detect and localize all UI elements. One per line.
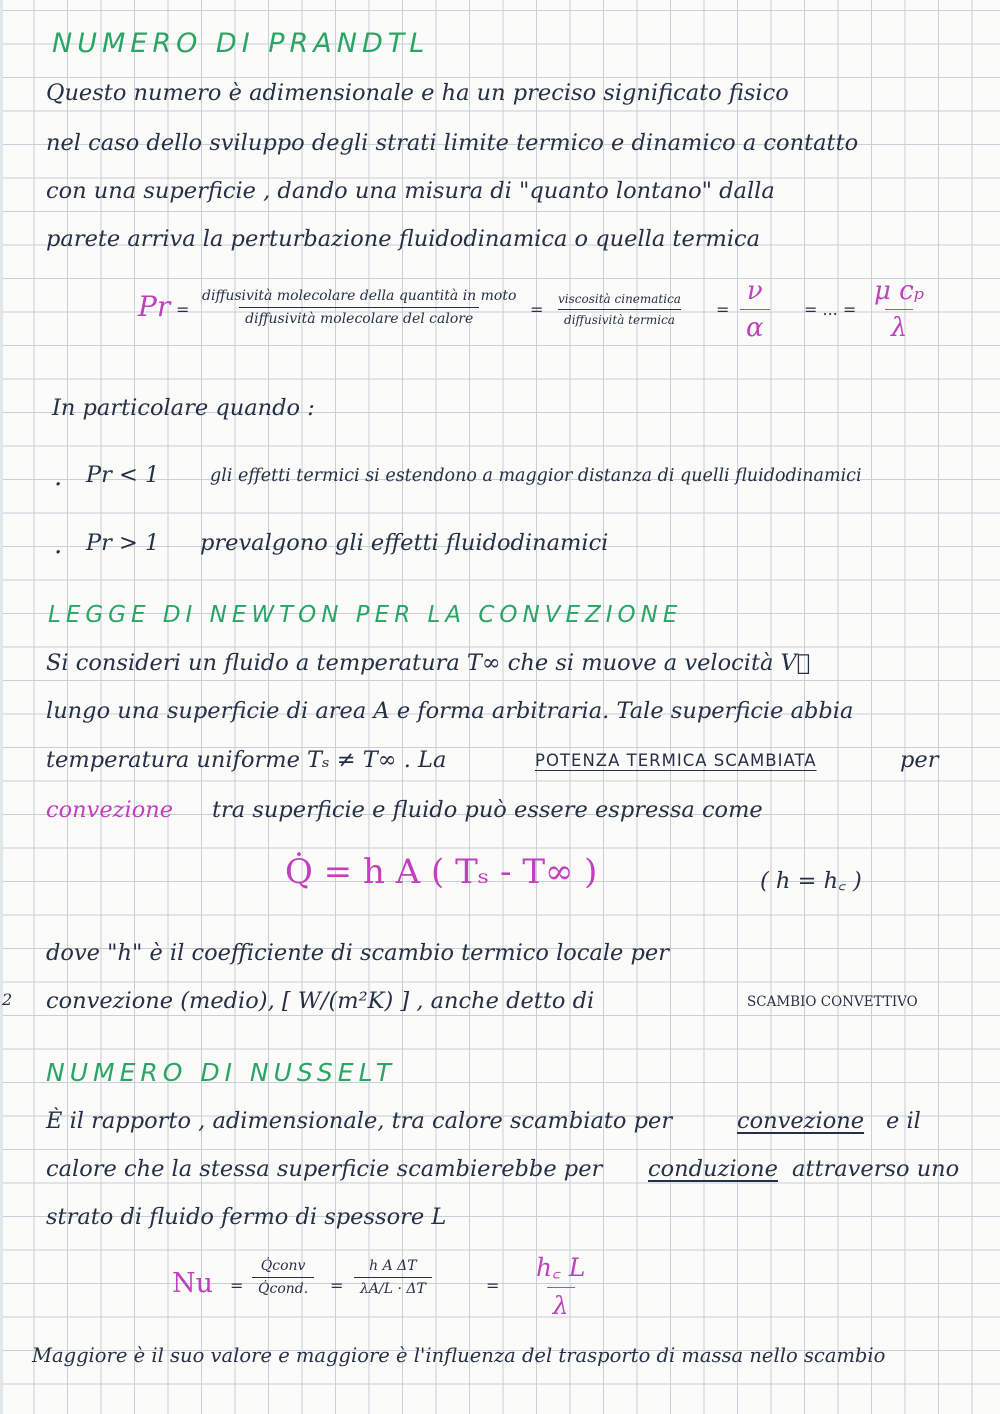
pr-f4-num: μ cₚ bbox=[874, 276, 925, 306]
highlight-convezione: convezione bbox=[46, 797, 174, 823]
pr-f2-num: viscosità cinematica bbox=[558, 292, 681, 306]
newton-line-5: dove "h" è il coefficiente di scambio termico locale per bbox=[46, 940, 669, 966]
nu-f1-den: Q̇cond. bbox=[252, 1277, 314, 1297]
newton-formula: Q̇ = h A ( Tₛ - T∞ ) bbox=[285, 852, 598, 892]
nu-f2-num: h A ΔT bbox=[369, 1258, 417, 1274]
nu-eq-1: = bbox=[230, 1276, 244, 1295]
prandtl-line-2: nel caso dello sviluppo degli strati limite termico e dinamico a contatto bbox=[46, 130, 859, 156]
pr-fraction-4 bbox=[868, 276, 930, 343]
nu-fraction-1 bbox=[252, 1258, 314, 1297]
nu-fraction-2 bbox=[354, 1258, 432, 1297]
scambio-convettivo: SCAMBIO CONVETTIVO bbox=[747, 994, 918, 1010]
nu-eq-2: = bbox=[330, 1276, 344, 1295]
newton-line-2: lungo una superficie di area A e forma arbitraria. Tale superficie abbia bbox=[46, 698, 854, 724]
nusselt-line-3: strato di fluido fermo di spessore L bbox=[46, 1204, 447, 1230]
nu-f2-den: λA/L · ΔT bbox=[354, 1277, 432, 1297]
pr-fraction-3 bbox=[740, 276, 770, 343]
nu-f3-num: h꜀ L bbox=[536, 1253, 586, 1282]
prandtl-line-3: con una superficie , dando una misura di "quanto lontano" dalla bbox=[46, 178, 775, 204]
pr-eq-3: = bbox=[716, 300, 730, 319]
prandtl-line-1: Questo numero è adimensionale e ha un preciso significato fisico bbox=[46, 80, 789, 106]
nusselt-line-2-end: attraverso uno bbox=[792, 1156, 960, 1182]
heading-newton: LEGGE DI NEWTON PER LA CONVEZIONE bbox=[48, 602, 683, 628]
nu-f1-num: Q̇conv bbox=[260, 1258, 306, 1274]
pr-f4-den: λ bbox=[885, 309, 913, 343]
newton-line-3-start: temperatura uniforme Tₛ ≠ T∞ . La bbox=[46, 747, 447, 773]
pr-eq-2: = bbox=[530, 300, 544, 319]
case-2-description: prevalgono gli effetti fluidodinamici bbox=[200, 530, 609, 556]
nusselt-convezione: convezione bbox=[737, 1108, 865, 1134]
margin-mark: 2 bbox=[2, 990, 13, 1009]
nu-symbol: Nu bbox=[172, 1268, 214, 1299]
nu-fraction-3 bbox=[530, 1250, 591, 1320]
newton-line-6: convezione (medio), [ W/(m²K) ] , anche detto di bbox=[46, 988, 595, 1014]
nusselt-last-line: Maggiore è il suo valore e maggiore è l'influenza del trasporto di massa nello scambio bbox=[32, 1344, 886, 1367]
nusselt-line-1-end: e il bbox=[886, 1108, 921, 1134]
case-1-description: gli effetti termici si estendono a maggior distanza di quelli fluidodinamici bbox=[210, 466, 862, 486]
pr-fraction-2 bbox=[552, 292, 687, 327]
prandtl-intro: In particolare quando : bbox=[52, 395, 315, 421]
pr-f1-num: diffusività molecolare della quantità in moto bbox=[202, 288, 517, 304]
newton-line-3-end: per bbox=[900, 747, 939, 773]
newton-line-4: tra superficie e fluido può essere espressa come bbox=[212, 797, 763, 823]
pr-f3-num: ν bbox=[746, 276, 763, 306]
highlight-potenza-termica: POTENZA TERMICA SCAMBIATA bbox=[535, 751, 817, 770]
pr-fraction-1 bbox=[196, 288, 522, 327]
case-2-bullet: . bbox=[54, 530, 63, 560]
pr-dots: = ... = bbox=[804, 300, 857, 319]
heading-nusselt: NUMERO DI NUSSELT bbox=[46, 1058, 397, 1087]
pr-eq-1: = bbox=[176, 300, 190, 319]
nusselt-line-1-start: È il rapporto , adimensionale, tra calore scambiato per bbox=[46, 1108, 673, 1134]
nu-eq-3: = bbox=[486, 1276, 500, 1295]
pr-symbol: Pr bbox=[138, 290, 171, 323]
case-1-bullet: . bbox=[54, 462, 63, 492]
pr-f2-den: diffusività termica bbox=[558, 309, 681, 327]
nu-f3-den: λ bbox=[547, 1287, 575, 1320]
prandtl-line-4: parete arriva la perturbazione fluidodinamica o quella termica bbox=[46, 226, 761, 252]
pr-f1-den: diffusività molecolare del calore bbox=[239, 307, 479, 327]
newton-formula-note: ( h = h꜀ ) bbox=[760, 868, 862, 894]
newton-line-1: Si consideri un fluido a temperatura T∞ che si muove a velocità V⃗ bbox=[46, 650, 811, 676]
nusselt-line-2-start: calore che la stessa superficie scambierebbe per bbox=[46, 1156, 603, 1182]
case-1-condition: Pr < 1 bbox=[86, 462, 160, 488]
heading-prandtl: NUMERO DI PRANDTL bbox=[52, 28, 430, 59]
nusselt-conduzione: conduzione bbox=[648, 1156, 778, 1182]
page-edge bbox=[0, 0, 3, 1414]
case-2-condition: Pr > 1 bbox=[86, 530, 160, 556]
pr-f3-den: α bbox=[740, 309, 770, 343]
